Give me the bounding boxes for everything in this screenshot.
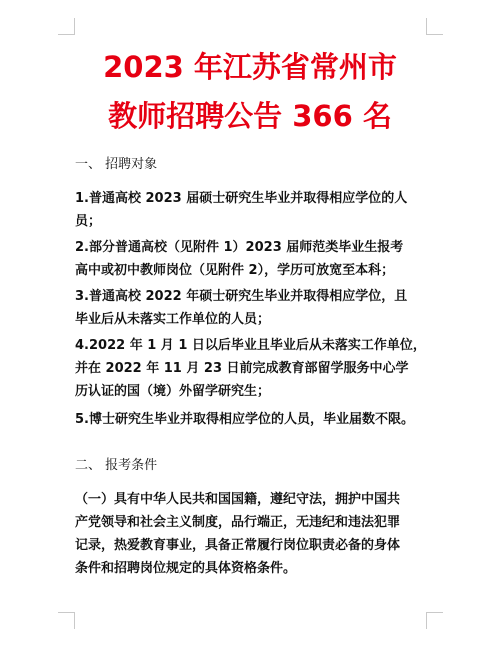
list-item-4-line-3: 历认证的国（境）外留学研究生；: [75, 384, 271, 399]
title-line-2: 教师招聘公告 366 名: [108, 99, 392, 133]
list-item-5-line-1: 5.博士研究生毕业并取得相应学位的人员，毕业届数不限。: [75, 412, 414, 427]
section-heading-recruit-targets: 一、 招聘对象: [75, 157, 158, 172]
condition-line-1: （一）具有中华人民共和国国籍，遵纪守法，拥护中国共: [75, 492, 401, 507]
list-item-1: [75, 187, 435, 233]
list-item-4-line-2: 并在 2022 年 11 月 23 日前完成教育部留学服务中心学: [75, 361, 409, 376]
crop-mark-top-right: [426, 18, 443, 35]
list-item-2: [75, 236, 435, 282]
condition-line-2: 产党领导和社会主义制度，品行端正，无违纪和违法犯罪: [75, 515, 401, 530]
list-item-3-line-2: 毕业后从未落实工作单位的人员；: [75, 312, 271, 327]
condition-paragraph: [75, 488, 435, 580]
section-heading-requirements: 二、 报考条件: [75, 458, 158, 473]
list-item-3: [75, 285, 435, 331]
condition-line-3: 记录，热爱教育事业，具备正常履行岗位职责必备的身体: [75, 538, 401, 553]
list-item-4-line-1: 4.2022 年 1 月 1 日以后毕业且毕业后从未落实工作单位，: [75, 338, 426, 353]
list-item-3-line-1: 3.普通高校 2022 年硕士研究生毕业并取得相应学位，且: [75, 289, 408, 304]
condition-line-4: 条件和招聘岗位规定的具体资格条件。: [75, 561, 297, 576]
list-item-1-line-1: 1.普通高校 2023 届硕士研究生毕业并取得相应学位的人: [75, 191, 408, 206]
list-item-1-line-2: 员；: [75, 214, 102, 229]
crop-mark-bottom-right: [426, 612, 443, 629]
title-line-1: 2023 年江苏省常州市: [103, 50, 397, 84]
list-item-4: [75, 334, 435, 403]
list-item-5: [75, 408, 435, 431]
list-item-2-line-1: 2.部分普通高校（见附件 1）2023 届师范类毕业生报考: [75, 240, 404, 255]
crop-mark-top-left: [58, 18, 75, 35]
crop-mark-bottom-left: [58, 612, 75, 629]
list-item-2-line-2: 高中或初中教师岗位（见附件 2），学历可放宽至本科；: [75, 263, 395, 278]
